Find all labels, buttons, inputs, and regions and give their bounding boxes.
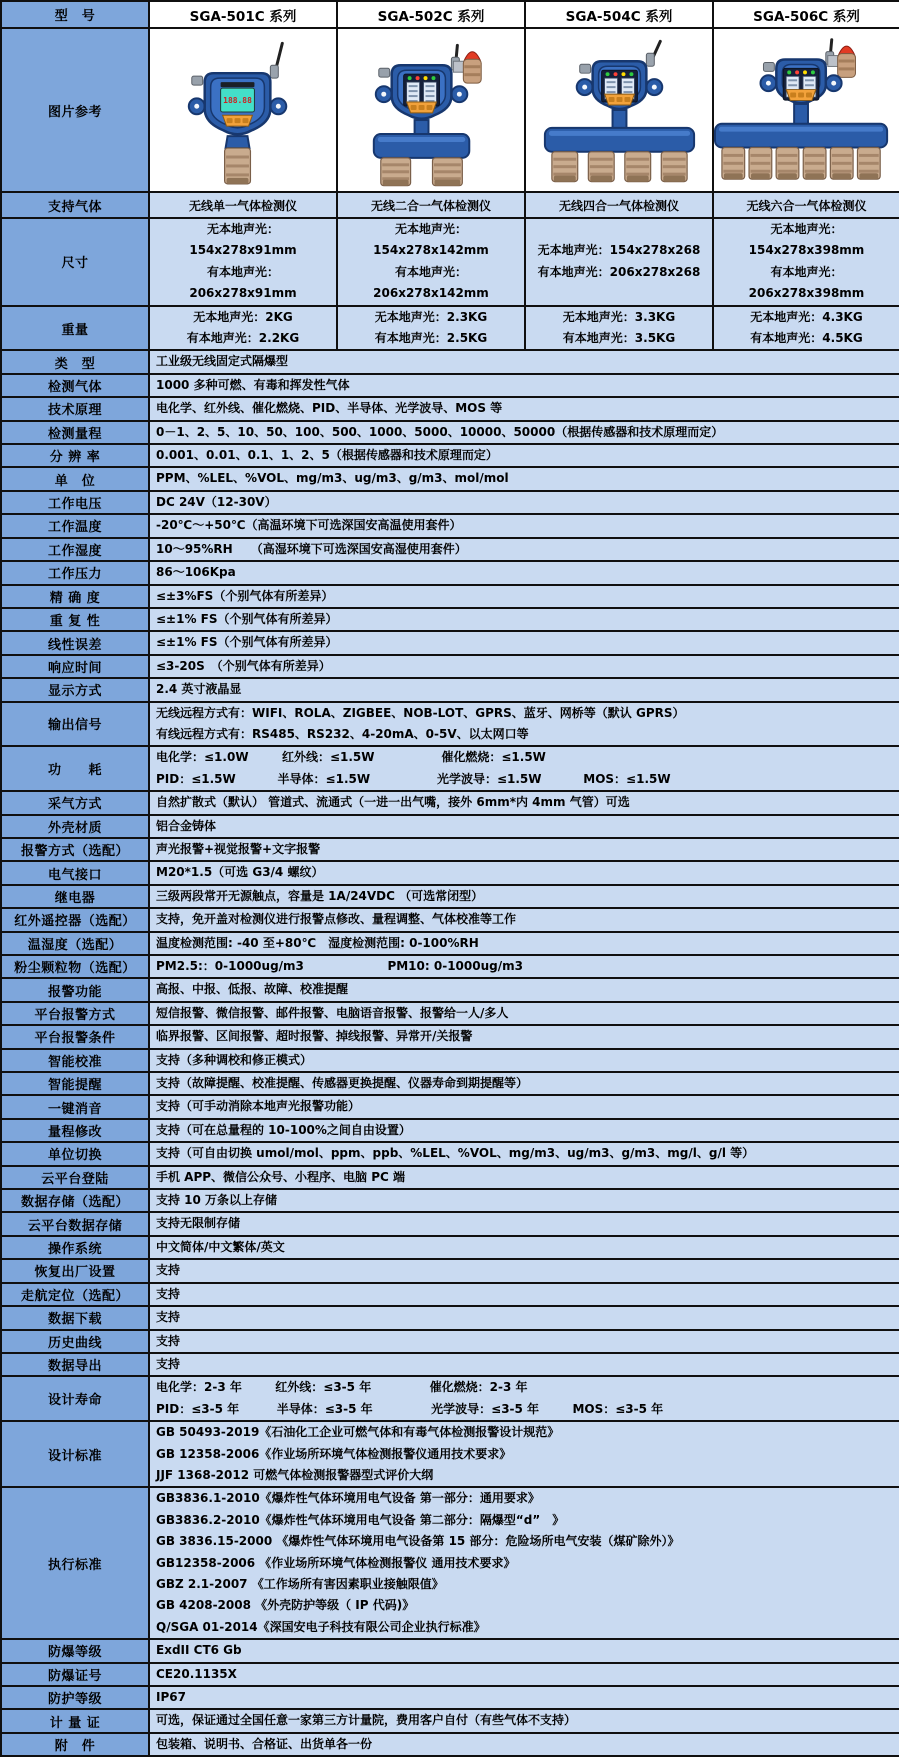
spec-row xyxy=(1,1733,899,1756)
spec-value-line: 支持（故障提醒、校准提醒、传感器更换提醒、仪器寿命到期提醒等） xyxy=(156,1076,529,1091)
spec-row xyxy=(1,1259,899,1282)
spec-row-label: 工作湿度 xyxy=(1,538,149,561)
spec-row-value xyxy=(149,908,899,931)
spec-row-value xyxy=(149,514,899,537)
spec-row xyxy=(1,1376,899,1421)
product-image-sga-501c xyxy=(149,28,337,192)
spec-row-label: 温湿度（选配） xyxy=(1,932,149,955)
spec-value-line: M20*1.5（可选 G3/4 螺纹） xyxy=(156,865,324,880)
spec-value-line: 支持无限制存储 xyxy=(156,1216,241,1231)
spec-row-label: 计 量 证 xyxy=(1,1709,149,1732)
spec-value-line: PID：≤3-5 年 半导体：≤3-5 年 光学波导：≤3-5 年 MOS：≤3-5 年 xyxy=(156,1401,664,1416)
weight-value: 无本地声光：3.3KG 有本地声光：3.5KG xyxy=(525,306,713,351)
spec-row-value xyxy=(149,421,899,444)
spec-row-label: 技术原理 xyxy=(1,397,149,420)
row-label: 重量 xyxy=(1,306,149,351)
spec-row-value xyxy=(149,397,899,420)
spec-value-line: GBZ 2.1-2007 《工作场所有害因素职业接触限值》 xyxy=(156,1576,444,1591)
spec-value-line: 支持 xyxy=(156,1286,181,1301)
spec-row-label: 附 件 xyxy=(1,1733,149,1756)
spec-row-value xyxy=(149,608,899,631)
spec-value-line: 支持（多种调校和修正模式） xyxy=(156,1052,313,1067)
spec-row xyxy=(1,350,899,373)
spec-row-value xyxy=(149,561,899,584)
spec-value-line: GB 12358-2006《作业场所环境气体检测报警仪通用技术要求》 xyxy=(156,1446,512,1461)
spec-row-label: 检测气体 xyxy=(1,374,149,397)
spec-row-value xyxy=(149,1283,899,1306)
spec-row-value xyxy=(149,791,899,814)
spec-row-label: 历史曲线 xyxy=(1,1330,149,1353)
spec-value-line: 支持（可在总量程的 10-100%之间自由设置） xyxy=(156,1122,411,1137)
spec-row-label: 响应时间 xyxy=(1,655,149,678)
spec-value-line: 有线远程方式有：RS485、RS232、4-20mA、0-5V、以太网口等 xyxy=(156,726,529,741)
spec-row-label: 量程修改 xyxy=(1,1119,149,1142)
size-value: 无本地声光：154x278x268 有本地声光：206x278x268 xyxy=(525,218,713,306)
spec-value-line: 声光报警+视觉报警+文字报警 xyxy=(156,841,321,856)
spec-value-line: 支持 xyxy=(156,1310,181,1325)
spec-value-line: 铝合金铸体 xyxy=(156,818,217,833)
supported-gas-row xyxy=(1,192,899,218)
row-label: 支持气体 xyxy=(1,192,149,218)
spec-value-line: 电化学：2-3 年 红外线：≤3-5 年 催化燃烧：2-3 年 xyxy=(156,1380,528,1395)
spec-value-line: -20℃～+50℃（高温环境下可选深国安高温使用套件） xyxy=(156,518,462,533)
spec-row xyxy=(1,538,899,561)
spec-value-line: 无线远程方式有：WIFI、ROLA、ZIGBEE、NOB-LOT、GPRS、蓝牙、网桥等（默认 GPRS） xyxy=(156,705,685,720)
spec-row-label: 设计标准 xyxy=(1,1421,149,1487)
spec-row-label: 显示方式 xyxy=(1,678,149,701)
spec-row xyxy=(1,1306,899,1329)
spec-row xyxy=(1,1686,899,1709)
spec-value-line: ≤3-20S （个别气体有所差异） xyxy=(156,658,331,673)
spec-value-line: 工业级无线固定式隔爆型 xyxy=(156,354,289,369)
spec-row-label: 采气方式 xyxy=(1,791,149,814)
size-value: 无本地声光：154x278x398mm 有本地声光：206x278x398mm xyxy=(713,218,899,306)
spec-row-value xyxy=(149,746,899,791)
spec-value-line: PM2.5:：0-1000ug/m3 PM10: 0-1000ug/m3 xyxy=(156,959,523,973)
spec-row-value xyxy=(149,1072,899,1095)
spec-row-value xyxy=(149,1025,899,1048)
spec-row-label: 防护等级 xyxy=(1,1686,149,1709)
spec-row-value xyxy=(149,1487,899,1639)
supported-gas-value: 无线二合一气体检测仪 xyxy=(337,192,525,218)
spec-row-label: 单位切换 xyxy=(1,1142,149,1165)
spec-row-value xyxy=(149,1421,899,1487)
weight-value: 无本地声光：2.3KG 有本地声光：2.5KG xyxy=(337,306,525,351)
supported-gas-value: 无线单一气体检测仪 xyxy=(149,192,337,218)
spec-row-label: 平台报警条件 xyxy=(1,1025,149,1048)
spec-row-label: 工作压力 xyxy=(1,561,149,584)
spec-row-label: 输出信号 xyxy=(1,702,149,747)
spec-value-line: 支持（可手动消除本地声光报警功能） xyxy=(156,1099,361,1114)
spec-row-label: 平台报警方式 xyxy=(1,1002,149,1025)
model-name-sga-501c: SGA-501C 系列 xyxy=(149,1,337,28)
spec-value-line: ≤±3%FS（个别气体有所差异） xyxy=(156,588,334,603)
spec-value-line: 0.001、0.01、0.1、1、2、5（根据传感器和技术原理而定） xyxy=(156,448,498,463)
size-row xyxy=(1,218,899,306)
spec-row xyxy=(1,1487,899,1639)
spec-row-value xyxy=(149,1002,899,1025)
spec-row xyxy=(1,374,899,397)
spec-row-label: 类 型 xyxy=(1,350,149,373)
spec-row-label: 一键消音 xyxy=(1,1095,149,1118)
model-name-sga-502c: SGA-502C 系列 xyxy=(337,1,525,28)
model-name-sga-504c: SGA-504C 系列 xyxy=(525,1,713,28)
spec-row xyxy=(1,421,899,444)
spec-value-line: IP67 xyxy=(156,1690,186,1704)
spec-row-value xyxy=(149,1353,899,1376)
spec-row xyxy=(1,791,899,814)
spec-row-value xyxy=(149,678,899,701)
spec-row-value xyxy=(149,1095,899,1118)
spec-value-line: GB 50493-2019《石油化工企业可燃气体和有毒气体检测报警设计规范》 xyxy=(156,1425,560,1440)
spec-row-value xyxy=(149,1330,899,1353)
spec-value-line: GB3836.1-2010《爆炸性气体环境用电气设备 第一部分：通用要求》 xyxy=(156,1491,540,1506)
spec-value-line: ≤±1% FS（个别气体有所差异） xyxy=(156,611,338,626)
spec-row-value xyxy=(149,1259,899,1282)
spec-row-value xyxy=(149,350,899,373)
spec-row-label: 操作系统 xyxy=(1,1236,149,1259)
spec-row-label: 智能提醒 xyxy=(1,1072,149,1095)
spec-row-label: 云平台登陆 xyxy=(1,1166,149,1189)
spec-row-value xyxy=(149,1166,899,1189)
spec-row-label: 线性误差 xyxy=(1,631,149,654)
spec-row xyxy=(1,702,899,747)
spec-row xyxy=(1,1639,899,1662)
product-image-sga-504c xyxy=(525,28,713,192)
spec-value-line: 电化学、红外线、催化燃烧、PID、半导体、光学波导、MOS 等 xyxy=(156,401,503,416)
spec-row-value xyxy=(149,1119,899,1142)
spec-row-value xyxy=(149,1663,899,1686)
weight-value: 无本地声光：4.3KG 有本地声光：4.5KG xyxy=(713,306,899,351)
spec-value-line: 10～95%RH （高湿环境下可选深国安高湿使用套件） xyxy=(156,541,467,556)
spec-row-value xyxy=(149,1212,899,1235)
spec-row-label: 智能校准 xyxy=(1,1049,149,1072)
spec-row-value xyxy=(149,885,899,908)
spec-row xyxy=(1,932,899,955)
weight-row xyxy=(1,306,899,351)
spec-row xyxy=(1,444,899,467)
model-name-sga-506c: SGA-506C 系列 xyxy=(713,1,899,28)
spec-row xyxy=(1,1189,899,1212)
spec-row-value xyxy=(149,838,899,861)
spec-row-label: 重 复 性 xyxy=(1,608,149,631)
spec-row xyxy=(1,746,899,791)
spec-value-line: 支持 xyxy=(156,1356,181,1371)
spec-row-label: 分 辨 率 xyxy=(1,444,149,467)
svg-text:188.88: 188.88 xyxy=(223,96,252,106)
spec-row-value xyxy=(149,491,899,514)
spec-row xyxy=(1,1119,899,1142)
spec-row xyxy=(1,1072,899,1095)
spec-value-line: GB12358-2006 《作业场所环境气体检测报警仪 通用技术要求》 xyxy=(156,1555,516,1570)
spec-row-label: 检测量程 xyxy=(1,421,149,444)
spec-value-line: ≤±1% FS（个别气体有所差异） xyxy=(156,635,338,650)
weight-value: 无本地声光：2KG 有本地声光：2.2KG xyxy=(149,306,337,351)
spec-row-label: 数据下载 xyxy=(1,1306,149,1329)
spec-row xyxy=(1,908,899,931)
row-label: 图片参考 xyxy=(1,28,149,192)
spec-value-line: 临界报警、区间报警、超时报警、掉线报警、异常开/关报警 xyxy=(156,1029,473,1044)
spec-row xyxy=(1,1212,899,1235)
supported-gas-value: 无线四合一气体检测仪 xyxy=(525,192,713,218)
spec-row-value xyxy=(149,1376,899,1421)
spec-row xyxy=(1,1025,899,1048)
spec-row xyxy=(1,561,899,584)
spec-value-line: 中文简体/中文繁体/英文 xyxy=(156,1239,285,1254)
spec-row xyxy=(1,1421,899,1487)
spec-row-label: 防爆等级 xyxy=(1,1639,149,1662)
spec-row-value xyxy=(149,861,899,884)
spec-row xyxy=(1,514,899,537)
spec-row xyxy=(1,491,899,514)
spec-row-value xyxy=(149,1733,899,1756)
spec-value-line: PID：≤1.5W 半导体：≤1.5W 光学波导：≤1.5W MOS：≤1.5W xyxy=(156,771,671,786)
spec-row xyxy=(1,397,899,420)
spec-row xyxy=(1,1353,899,1376)
spec-row xyxy=(1,678,899,701)
spec-row-value xyxy=(149,631,899,654)
spec-row-value xyxy=(149,932,899,955)
spec-row xyxy=(1,1142,899,1165)
spec-row xyxy=(1,585,899,608)
spec-row-label: 防爆证号 xyxy=(1,1663,149,1686)
spec-value-line: 温度检测范围: -40 至+80℃ 湿度检测范围: 0-100%RH xyxy=(156,935,479,950)
spec-value-line: 手机 APP、微信公众号、小程序、电脑 PC 端 xyxy=(156,1169,406,1184)
spec-row-value xyxy=(149,702,899,747)
spec-row xyxy=(1,1236,899,1259)
spec-row-value xyxy=(149,1189,899,1212)
spec-row xyxy=(1,955,899,978)
spec-value-line: 三级两段常开无源触点，容量是 1A/24VDC （可选常闭型） xyxy=(156,888,484,903)
spec-value-line: 86～106Kpa xyxy=(156,565,236,580)
product-image-sga-506c xyxy=(713,28,899,192)
spec-row-label: 报警功能 xyxy=(1,978,149,1001)
spec-value-line: 自然扩散式（默认） 管道式、流通式（一进一出气嘴，接外 6mm*内 4mm 气管）可选 xyxy=(156,795,630,810)
spec-row xyxy=(1,838,899,861)
spec-row xyxy=(1,1283,899,1306)
spec-row-value xyxy=(149,655,899,678)
size-value: 无本地声光：154x278x142mm 有本地声光：206x278x142mm xyxy=(337,218,525,306)
spec-row xyxy=(1,1049,899,1072)
spec-value-line: CE20.1135X xyxy=(156,1666,237,1681)
spec-row xyxy=(1,885,899,908)
spec-row-value xyxy=(149,1049,899,1072)
spec-value-line: 支持 xyxy=(156,1263,181,1278)
spec-row-value xyxy=(149,538,899,561)
spec-value-line: 电化学：≤1.0W 红外线：≤1.5W 催化燃烧：≤1.5W xyxy=(156,750,546,765)
spec-row-label: 云平台数据存储 xyxy=(1,1212,149,1235)
spec-row-label: 工作温度 xyxy=(1,514,149,537)
size-value: 无本地声光：154x278x91mm 有本地声光：206x278x91mm xyxy=(149,218,337,306)
spec-row-label: 外壳材质 xyxy=(1,815,149,838)
spec-value-line: 支持（可自由切换 umol/mol、ppm、ppb、%LEL、%VOL、mg/m3、ug/m3、g/m3、mg/l、g/l 等） xyxy=(156,1146,755,1161)
spec-value-line: 高报、中报、低报、故障、校准提醒 xyxy=(156,982,349,997)
spec-value-line: PPM、%LEL、%VOL、mg/m3、ug/m3、g/m3、mol/mol xyxy=(156,471,509,486)
spec-value-line: GB 3836.15-2000 《爆炸性气体环境用电气设备第 15 部分：危险场所电气安装（煤矿除外）》 xyxy=(156,1534,680,1549)
spec-value-line: ExdII CT6 Gb xyxy=(156,1643,242,1658)
spec-value-line: GB3836.2-2010《爆炸性气体环境用电气设备 第二部分：隔爆型“d” 》 xyxy=(156,1512,565,1527)
spec-row xyxy=(1,1095,899,1118)
spec-value-line: 支持，免开盖对检测仪进行报警点修改、量程调整、气体校准等工作 xyxy=(156,912,517,927)
spec-value-line: Q/SGA 01-2014《深国安电子科技有限公司企业执行标准》 xyxy=(156,1619,486,1634)
spec-row-label: 数据存储（选配） xyxy=(1,1189,149,1212)
spec-row-label: 电气接口 xyxy=(1,861,149,884)
spec-value-line: 支持 xyxy=(156,1333,181,1348)
spec-row-label: 设计寿命 xyxy=(1,1376,149,1421)
spec-value-line: 0－1、2、5、10、50、100、500、1000、5000、10000、50000（根据传感器和技术原理而定） xyxy=(156,424,724,439)
spec-value-line: 短信报警、微信报警、邮件报警、电脑语音报警、报警给一人/多人 xyxy=(156,1005,509,1020)
spec-value-line: GB 4208-2008 《外壳防护等级（ IP 代码)》 xyxy=(156,1598,415,1613)
spec-row-value xyxy=(149,955,899,978)
image-reference-row xyxy=(1,28,899,192)
supported-gas-value: 无线六合一气体检测仪 xyxy=(713,192,899,218)
spec-row xyxy=(1,1002,899,1025)
spec-row xyxy=(1,815,899,838)
spec-row-value xyxy=(149,585,899,608)
spec-row-value xyxy=(149,374,899,397)
spec-value-line: 支持 10 万条以上存储 xyxy=(156,1193,278,1208)
spec-row-label: 粉尘颗粒物（选配） xyxy=(1,955,149,978)
spec-row xyxy=(1,978,899,1001)
spec-row xyxy=(1,608,899,631)
spec-row-label: 红外遥控器（选配） xyxy=(1,908,149,931)
spec-row-value xyxy=(149,467,899,490)
model-header-row xyxy=(1,1,899,28)
spec-row-value xyxy=(149,1236,899,1259)
spec-value-line: 可选，保证通过全国任意一家第三方计量院，费用客户自付（有些气体不支持） xyxy=(156,1713,577,1728)
spec-value-line: 1000 多种可燃、有毒和挥发性气体 xyxy=(156,377,350,392)
spec-row-label: 报警方式（选配） xyxy=(1,838,149,861)
spec-row-value xyxy=(149,978,899,1001)
spec-value-line: 2.4 英寸液晶显 xyxy=(156,682,242,697)
spec-value-line: 包装箱、说明书、合格证、出货单各一份 xyxy=(156,1736,373,1751)
spec-row-label: 单 位 xyxy=(1,467,149,490)
spec-row-value xyxy=(149,1709,899,1732)
spec-row xyxy=(1,1709,899,1732)
spec-row-label: 数据导出 xyxy=(1,1353,149,1376)
spec-row-label: 继电器 xyxy=(1,885,149,908)
spec-row-value xyxy=(149,1306,899,1329)
model-header-label: 型 号 xyxy=(1,1,149,28)
spec-row xyxy=(1,1663,899,1686)
spec-row xyxy=(1,861,899,884)
row-label: 尺寸 xyxy=(1,218,149,306)
spec-row-label: 精 确 度 xyxy=(1,585,149,608)
spec-row xyxy=(1,655,899,678)
spec-row xyxy=(1,1166,899,1189)
spec-row-label: 执行标准 xyxy=(1,1487,149,1639)
product-image-sga-502c xyxy=(337,28,525,192)
spec-row-value xyxy=(149,444,899,467)
spec-row-value xyxy=(149,1142,899,1165)
spec-row-label: 走航定位（选配） xyxy=(1,1283,149,1306)
spec-value-line: DC 24V（12-30V） xyxy=(156,494,277,509)
spec-row-value xyxy=(149,1639,899,1662)
spec-row-value xyxy=(149,815,899,838)
spec-value-line: JJF 1368-2012 可燃气体检测报警器型式评价大纲 xyxy=(156,1467,434,1482)
spec-row xyxy=(1,467,899,490)
spec-row-label: 工作电压 xyxy=(1,491,149,514)
spec-row-label: 功 耗 xyxy=(1,746,149,791)
spec-row-value xyxy=(149,1686,899,1709)
spec-row xyxy=(1,631,899,654)
spec-row xyxy=(1,1330,899,1353)
spec-row-label: 恢复出厂设置 xyxy=(1,1259,149,1282)
